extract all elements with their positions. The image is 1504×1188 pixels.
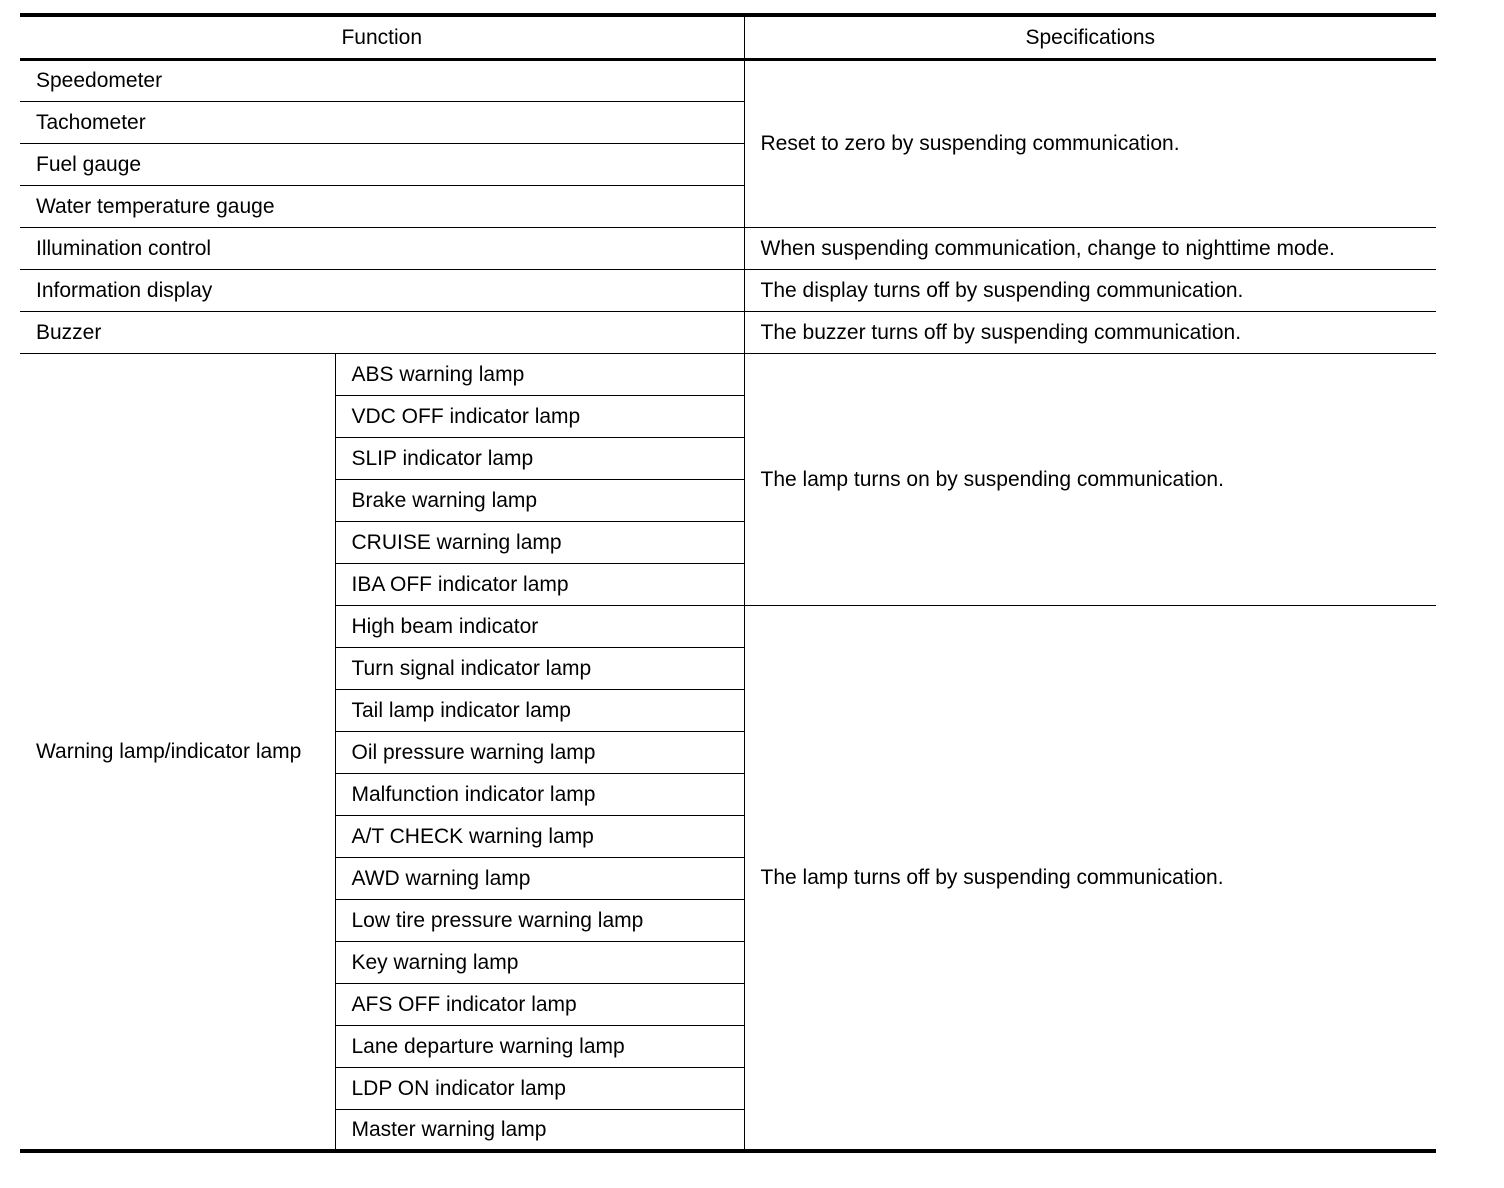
lamp-item-cell: Tail lamp indicator lamp <box>335 689 744 731</box>
lamp-item-cell: High beam indicator <box>335 605 744 647</box>
lamp-item-cell: Malfunction indicator lamp <box>335 773 744 815</box>
function-cell: Water temperature gauge <box>20 185 744 227</box>
lamp-item-cell: Master warning lamp <box>335 1109 744 1151</box>
lamp-item-cell: LDP ON indicator lamp <box>335 1067 744 1109</box>
function-cell: Illumination control <box>20 227 744 269</box>
spec-cell: The buzzer turns off by suspending communication. <box>744 311 1436 353</box>
lamp-item-cell: IBA OFF indicator lamp <box>335 563 744 605</box>
table-row <box>20 269 1436 311</box>
lamp-item-cell: AWD warning lamp <box>335 857 744 899</box>
lamp-item-cell: Key warning lamp <box>335 941 744 983</box>
lamp-item-cell: CRUISE warning lamp <box>335 521 744 563</box>
lamp-item-cell: Brake warning lamp <box>335 479 744 521</box>
spec-cell: The display turns off by suspending communication. <box>744 269 1436 311</box>
function-cell: Speedometer <box>20 59 744 101</box>
function-cell: Information display <box>20 269 744 311</box>
lamp-item-cell: A/T CHECK warning lamp <box>335 815 744 857</box>
function-cell: Tachometer <box>20 101 744 143</box>
function-cell: Fuel gauge <box>20 143 744 185</box>
spec-cell: The lamp turns off by suspending communication. <box>744 605 1436 1151</box>
lamp-item-cell: AFS OFF indicator lamp <box>335 983 744 1025</box>
table-row <box>20 353 1436 395</box>
table-header-row <box>20 15 1436 59</box>
table-row <box>20 311 1436 353</box>
spec-cell: Reset to zero by suspending communication. <box>744 59 1436 227</box>
header-specifications: Specifications <box>744 15 1436 59</box>
lamp-item-cell: Turn signal indicator lamp <box>335 647 744 689</box>
lamp-group-cell: Warning lamp/indicator lamp <box>20 353 335 1151</box>
lamp-item-cell: Lane departure warning lamp <box>335 1025 744 1067</box>
spec-cell: The lamp turns on by suspending communication. <box>744 353 1436 605</box>
specifications-table <box>20 13 1436 1153</box>
header-function: Function <box>20 15 744 59</box>
spec-cell: When suspending communication, change to nighttime mode. <box>744 227 1436 269</box>
table-row <box>20 59 1436 101</box>
lamp-item-cell: Low tire pressure warning lamp <box>335 899 744 941</box>
lamp-item-cell: Oil pressure warning lamp <box>335 731 744 773</box>
lamp-item-cell: ABS warning lamp <box>335 353 744 395</box>
table-row <box>20 227 1436 269</box>
function-cell: Buzzer <box>20 311 744 353</box>
lamp-item-cell: VDC OFF indicator lamp <box>335 395 744 437</box>
lamp-item-cell: SLIP indicator lamp <box>335 437 744 479</box>
